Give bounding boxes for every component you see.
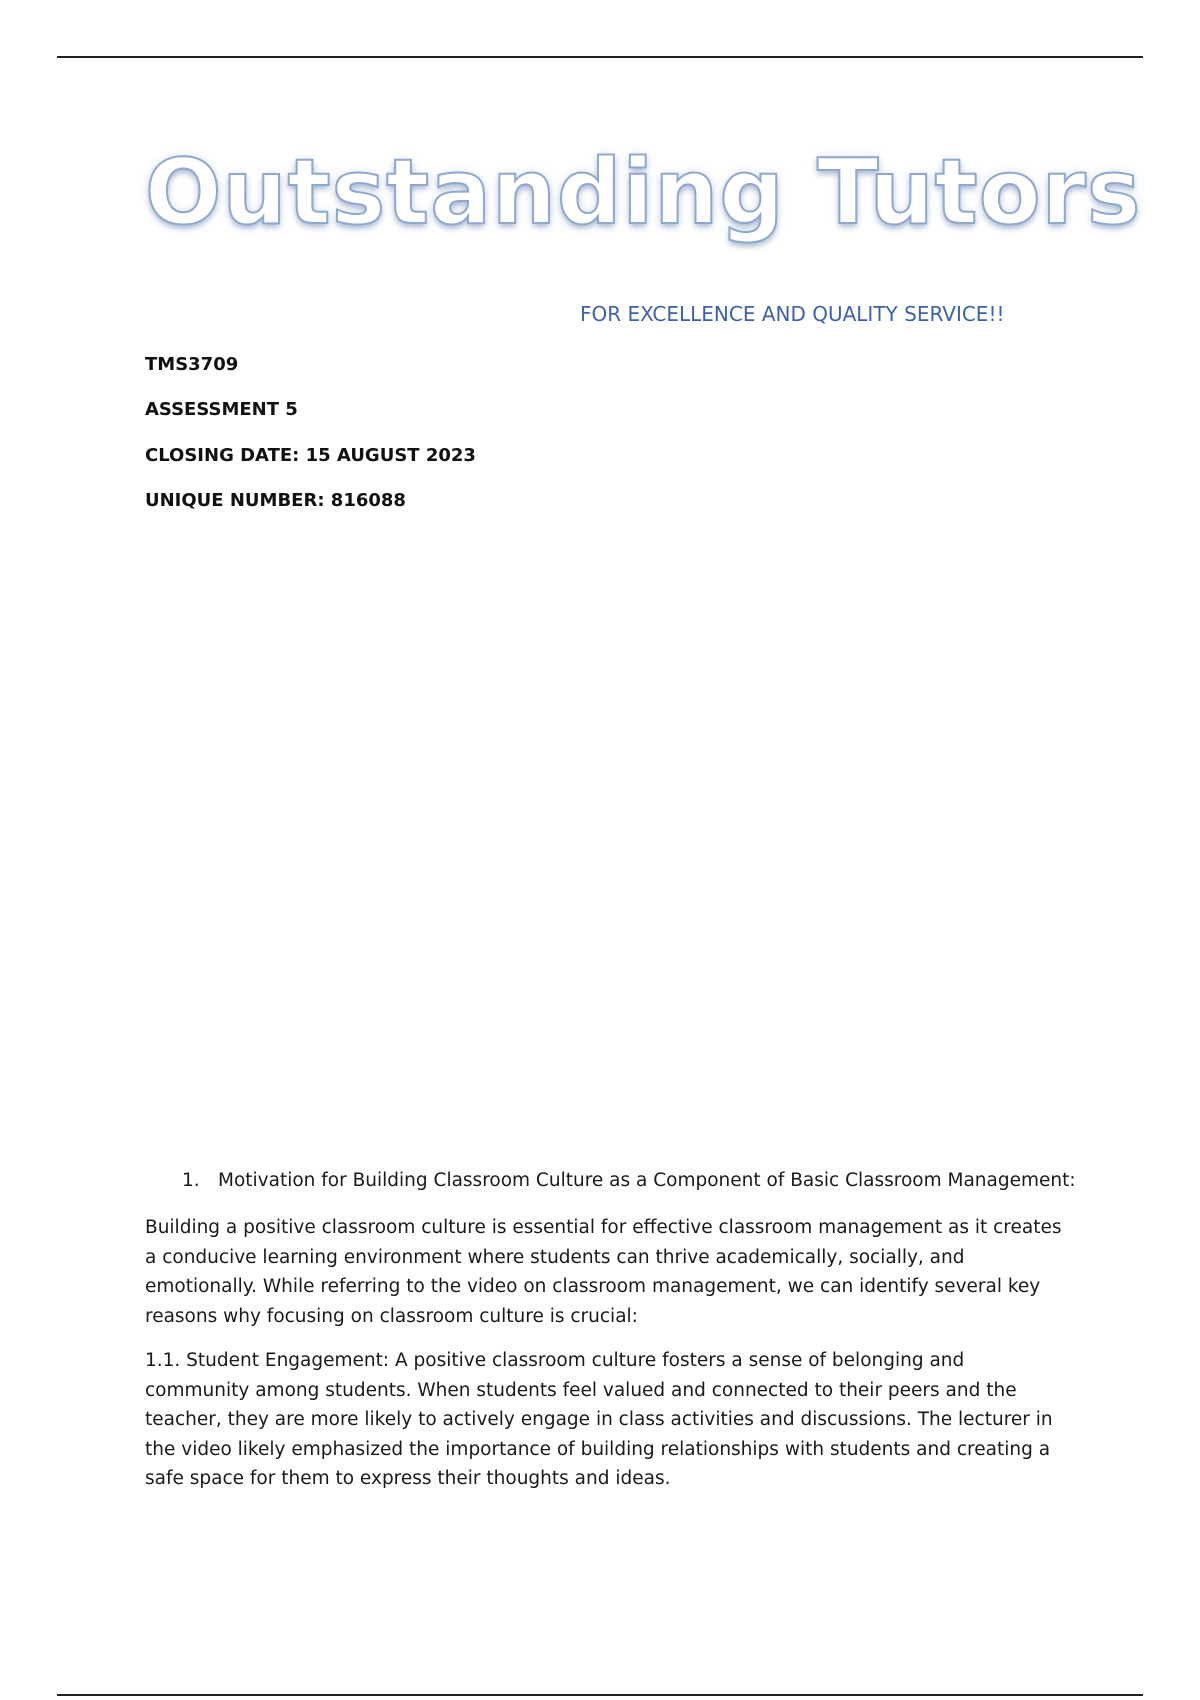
assessment-label: ASSESSMENT 5 <box>145 399 298 420</box>
intro-paragraph: Building a positive classroom culture is essential for effective classroom management as it creates a conducive learning environment where students can thrive academically, socially, and emotionally. While referring to the video on classroom management, we can identify several key reasons why focusing on classroom culture is crucial: <box>145 1217 1062 1327</box>
section-heading <box>182 1170 1076 1191</box>
module-code: TMS3709 <box>145 354 239 375</box>
brand-title: Outstanding Tutors <box>145 140 1142 245</box>
section-title: Motivation for Building Classroom Culture as a Component of Basic Classroom Management: <box>218 1170 1076 1191</box>
student-engagement-paragraph: 1.1. Student Engagement: A positive classroom culture fosters a sense of belonging and community among students. When students feel valued and connected to their peers and the teacher, they are more likely to actively engage in class activities and discussions. The lecturer in the video likely emphasized the importance of building relationships with students and creating a safe space for them to express their thoughts and ideas. <box>145 1350 1053 1489</box>
bottom-rule <box>57 1694 1143 1696</box>
brand-tagline: FOR EXCELLENCE AND QUALITY SERVICE!! <box>580 302 1005 326</box>
section-number: 1. <box>182 1170 200 1191</box>
closing-date: CLOSING DATE: 15 AUGUST 2023 <box>145 445 476 466</box>
top-rule <box>57 56 1143 58</box>
unique-number: UNIQUE NUMBER: 816088 <box>145 490 406 511</box>
